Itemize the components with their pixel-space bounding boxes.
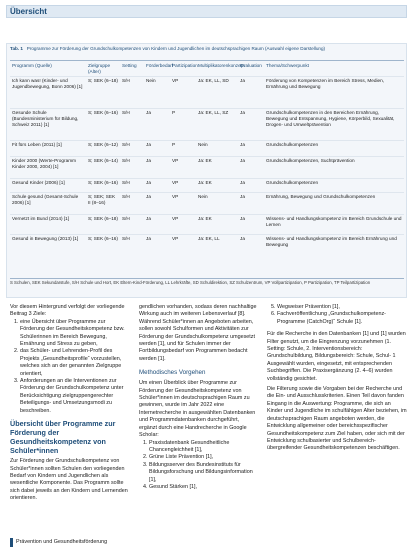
list-item: 1. Praxisdatenbank Gesundheitliche Chancengleichheit [1], bbox=[149, 440, 257, 455]
table-caption bbox=[10, 46, 404, 52]
list-item: 2. Grüne Liste Prävention [1], bbox=[149, 454, 257, 461]
table-cell: Ich kann was! (Kinder- und Jugendbewegung, Bonn 2006) [1] bbox=[12, 78, 83, 89]
table-cell: S/H bbox=[122, 110, 130, 115]
list-item: 3. Anforderungen an die Interventionen zur Förderung der Grundschulkompetenz unter Berücksichtigung zielgruppengerechter Beteiligungs- und Umsetzungsmodi zu beschreiben. bbox=[20, 378, 128, 415]
table-cell: Ja: EK, LL, SZ bbox=[198, 110, 229, 115]
table-row bbox=[10, 109, 404, 141]
table-cell: Gesunde Schule (Bundesministerium für Bildung, Schweiz 2011) [1] bbox=[12, 110, 79, 127]
table-cell: Ja bbox=[146, 236, 151, 241]
paragraph: Um einen Überblick über Programme zur Förderung der Gesundheitskompetenz von Schüler*innen im deutschsprachigen Raum zu gewinnen, wurde im Jahr 2022 eine Internetrecherche in ausgewählten Datenbanken und Programmdatenbanken durchgeführt, ergänzt durch eine Handrecherche in Google Scholar: bbox=[139, 380, 256, 439]
table-cell: Schule gesund (Gesamt-Schule 2006) [1] bbox=[12, 194, 79, 205]
table-header-cell: Setting bbox=[122, 63, 137, 68]
table-row bbox=[10, 215, 404, 235]
table-cell: Grundschulkompetenzen bbox=[266, 142, 319, 147]
table-cell: S; SEK (6–14) bbox=[88, 158, 118, 163]
table-cell: Ja bbox=[240, 110, 245, 115]
table-cell: Ja bbox=[146, 180, 151, 185]
paragraph: Vor diesem Hintergrund verfolgt der vorliegende Beitrag 3 Ziele: bbox=[10, 304, 125, 318]
list-item: 3. Bildungsserver des Bundesinstituts für Bildungsforschung und Bildungsinformation [1], bbox=[149, 462, 257, 484]
list-item: 4. Gesund Stärken [1], bbox=[149, 484, 257, 491]
table-cell: VP bbox=[172, 180, 179, 185]
table-cell: Ja: EK bbox=[198, 158, 212, 163]
table-cell: S; SEK (6–16) bbox=[88, 110, 118, 115]
list-item: 2. das Schüler- und Lehrenden-Profil des Projekts „Gesundheitsprofile“ vorzustellen, welches sich an der genannten Zielgruppe orientiert, bbox=[20, 348, 128, 378]
table-cell: Gesund Kinder (2006) [1] bbox=[12, 180, 65, 185]
table-header-cell: Evaluation bbox=[240, 63, 262, 68]
table-cell: Ja: EK bbox=[198, 216, 212, 221]
list-item: 5. Wegweiser Prävention [1], bbox=[277, 304, 407, 311]
table-cell: Nein bbox=[146, 78, 156, 83]
paragraph: Zur Förderung der Grundschulkompetenz von Schüler*innen sollten Schulen den vorliegenden Bedarf von Kindern und Jugendlichen als wesentliche Komponente. Das Programm sollte sich dabei jeweils an den Kindern und Lernenden orientieren. bbox=[10, 458, 128, 502]
table-cell: S; SEK (6–18) bbox=[88, 216, 118, 221]
caption-rule bbox=[10, 60, 404, 61]
table-cell: Ja bbox=[240, 180, 245, 185]
table-cell: Vernetzt im Bund (2014) [1] bbox=[12, 216, 70, 221]
table-cell: VP bbox=[172, 158, 179, 163]
table-cell: S; SEK (6–18) bbox=[88, 78, 118, 83]
database-list-continued bbox=[267, 304, 407, 326]
text-column-2 bbox=[139, 304, 257, 491]
table-caption-label: Tab. 1 bbox=[10, 46, 23, 51]
table-cell: Ja bbox=[146, 110, 151, 115]
table-cell: Ja bbox=[240, 236, 245, 241]
table-caption-text: Programme zur Förderung der Grundschulkompetenzen von Kindern und Jugendlichen im deutschsprachigen Raum (Auswahl eigene Darstellung) bbox=[26, 46, 326, 51]
table-cell: Ja bbox=[240, 142, 245, 147]
section-header-title: Übersicht bbox=[10, 7, 47, 16]
table-cell: Wissens- und Handlungskompetenz im Bereich Grundschule und Lernen bbox=[266, 216, 402, 227]
table-cell: VP bbox=[172, 236, 179, 241]
section-heading: Übersicht über Programme zur Förderung der Gesundheitskompetenz von Schüler*innen bbox=[10, 419, 116, 456]
table-cell: Ja bbox=[240, 78, 245, 83]
table-header-row bbox=[10, 62, 404, 77]
paragraph: gendlichen vorhanden, sodass deren nachhaltige Wirkung auch im weiteren Lebensverlauf [8]. Während Schüler*innen an Angeboten arbeiten, sollen sowohl Schulformen und Aktivitäten zur Förderung der Grundschulkompetenz umgesetzt werden [1], und für Schulen immer der Fortbildungsbedarf von Programmen bedacht werden [1]. bbox=[139, 304, 257, 362]
table-header-cell: Förderbedarf bbox=[146, 63, 174, 68]
table-cell: Ja: EK, LL, SD bbox=[198, 78, 229, 83]
table-row bbox=[10, 157, 404, 179]
table-cell: Kinder 2000 (Werte-Programm Kinder 2000, 2004) [1] bbox=[12, 158, 76, 169]
table-cell: Gesund in Bewegung (2013) [1] bbox=[12, 236, 79, 241]
table-cell: Ja bbox=[146, 194, 151, 199]
list-item: 6. Fachveröffentlichung „Grundschulkompetenz-Programme (CatchOrg)“ Schule [1]. bbox=[277, 311, 407, 326]
table-header-cell: Multiplikatorenkonzept bbox=[198, 63, 245, 68]
table-cell: S; SEK (6–16) bbox=[88, 236, 118, 241]
table-cell: S/H bbox=[122, 236, 130, 241]
table-cell: Ja: EK, LL bbox=[198, 236, 220, 241]
text-column-3 bbox=[267, 304, 407, 453]
table-cell: Ja bbox=[146, 142, 151, 147]
table-cell: S; SEK; SEK II (8–16) bbox=[88, 194, 116, 205]
table-cell: Fit fürs Leben (2011) [1] bbox=[12, 142, 62, 147]
text-column-1 bbox=[10, 304, 128, 503]
table-cell: VP bbox=[172, 216, 179, 221]
table-cell: Grundschulkompetenzen bbox=[266, 180, 319, 185]
table-cell: Grundschulkompetenzen, Suchtprävention bbox=[266, 158, 355, 163]
journal-footer: Prävention und Gesundheitsförderung bbox=[16, 539, 108, 545]
table-row bbox=[10, 179, 404, 193]
table-cell: S/H bbox=[122, 142, 130, 147]
table-header-cell: Partizipation bbox=[172, 63, 198, 68]
paragraph: Die Filterung sowie die Vorgaben bei der Recherche und die Ein- und Ausschlusskriterien. Einen Teil davon fanden Eingang in die Auswertung: Programme, die sich an Kinder und Jugendliche im schulfähigen Alter beziehen, im deutschsprachigen Raum angeboten werden, die Entwicklung allgemeiner oder bereichsspezifischer Gesundheitskompetenz zum Ziel haben, oder sich mit der Entwicklung schulbasierter und Schulbereich-übergreifender Gesundheitskompetenzen beschäftigen. bbox=[267, 386, 407, 452]
table-cell: S/H bbox=[122, 194, 130, 199]
table-cell: S/H bbox=[122, 78, 130, 83]
table-row bbox=[10, 193, 404, 215]
programs-table bbox=[10, 62, 404, 255]
table-cell: P bbox=[172, 110, 176, 115]
list-item: 1. eine Übersicht über Programme zur Förderung der Gesundheitskompetenz bzw. Schülerinnen im Bereich Bewegung, Ernährung und Stress zu geben, bbox=[20, 319, 128, 349]
table-cell: Ja bbox=[240, 216, 245, 221]
table-header-cell: Thema/Schwerpunkt bbox=[266, 63, 309, 68]
table-cell: Nein bbox=[198, 194, 208, 199]
table-cell: Nein bbox=[198, 142, 208, 147]
table-cell: Wissens- und Handlungskompetenz im Bereich Ernährung und Bewegung bbox=[266, 236, 397, 247]
table-cell: Ja bbox=[240, 194, 245, 199]
table-header-cell: Zielgruppe (Alter) bbox=[88, 63, 111, 74]
table-row bbox=[10, 141, 404, 157]
table-cell: S; SEK (6–16) bbox=[88, 180, 118, 185]
table-footnote: S Schulen, SEK Sekundarstufe, S/H Schule und Hort, EK Eltern-Kind-Förderung, LL Lehrkräfte, SD Schuldirektion, SZ Schulzentrum, VP Vollpartizipation, P Partizipation, TP Teilpartizipation bbox=[10, 280, 371, 285]
database-list bbox=[139, 440, 257, 492]
footer-accent-bar bbox=[10, 538, 13, 547]
table-cell: S/H bbox=[122, 158, 130, 163]
table-cell: VP bbox=[172, 78, 179, 83]
table-header-cell: Programm (Quelle) bbox=[12, 63, 52, 68]
section-header-bar bbox=[6, 5, 407, 18]
table-row bbox=[10, 77, 404, 109]
table-cell: Grundschulkompetenzen in den Bereichen Ernährung, Bewegung und Entspannung, Hygiene, Körperbild, Sexualität, Drogen- und Umweltprävention bbox=[266, 110, 395, 127]
goal-list bbox=[10, 319, 128, 415]
table-cell: VP bbox=[172, 194, 179, 199]
table-row bbox=[10, 235, 404, 255]
table-cell: S/H bbox=[122, 180, 130, 185]
table-cell: Ja bbox=[146, 158, 151, 163]
table-cell: P bbox=[172, 142, 176, 147]
table-cell: Ernährung, Bewegung und Grundschulkompetenzen bbox=[266, 194, 376, 199]
table-cell: S/H bbox=[122, 216, 130, 221]
paragraph: Für die Recherche in den Datenbanken [1] und [1] wurden Filter genutzt, um die Eingrenzung vorzunehmen (1. Setting: Schule, 2. Interventionsbereich: Grundschulbildung, Bildungsbereich: Schule, Schul- 1 Ausgewählt wurden, eingesetzt, mit entsprechenden Suchbegriffen. Die Praxisergänzung (2. 4–6) wurden vollständig gesichtet. bbox=[267, 331, 406, 382]
section-heading: Methodisches Vorgehen bbox=[139, 369, 206, 377]
table-cell: Ja: EK bbox=[198, 180, 212, 185]
table-cell: Ja bbox=[146, 216, 151, 221]
footnote-rule bbox=[10, 278, 404, 279]
table-cell: Förderung von Kompetenzen im Bereich Stress, Medien, Ernährung und Bewegung bbox=[266, 78, 385, 89]
table-cell: Ja bbox=[240, 158, 245, 163]
table-cell: S; SEK (6–12) bbox=[88, 142, 118, 147]
